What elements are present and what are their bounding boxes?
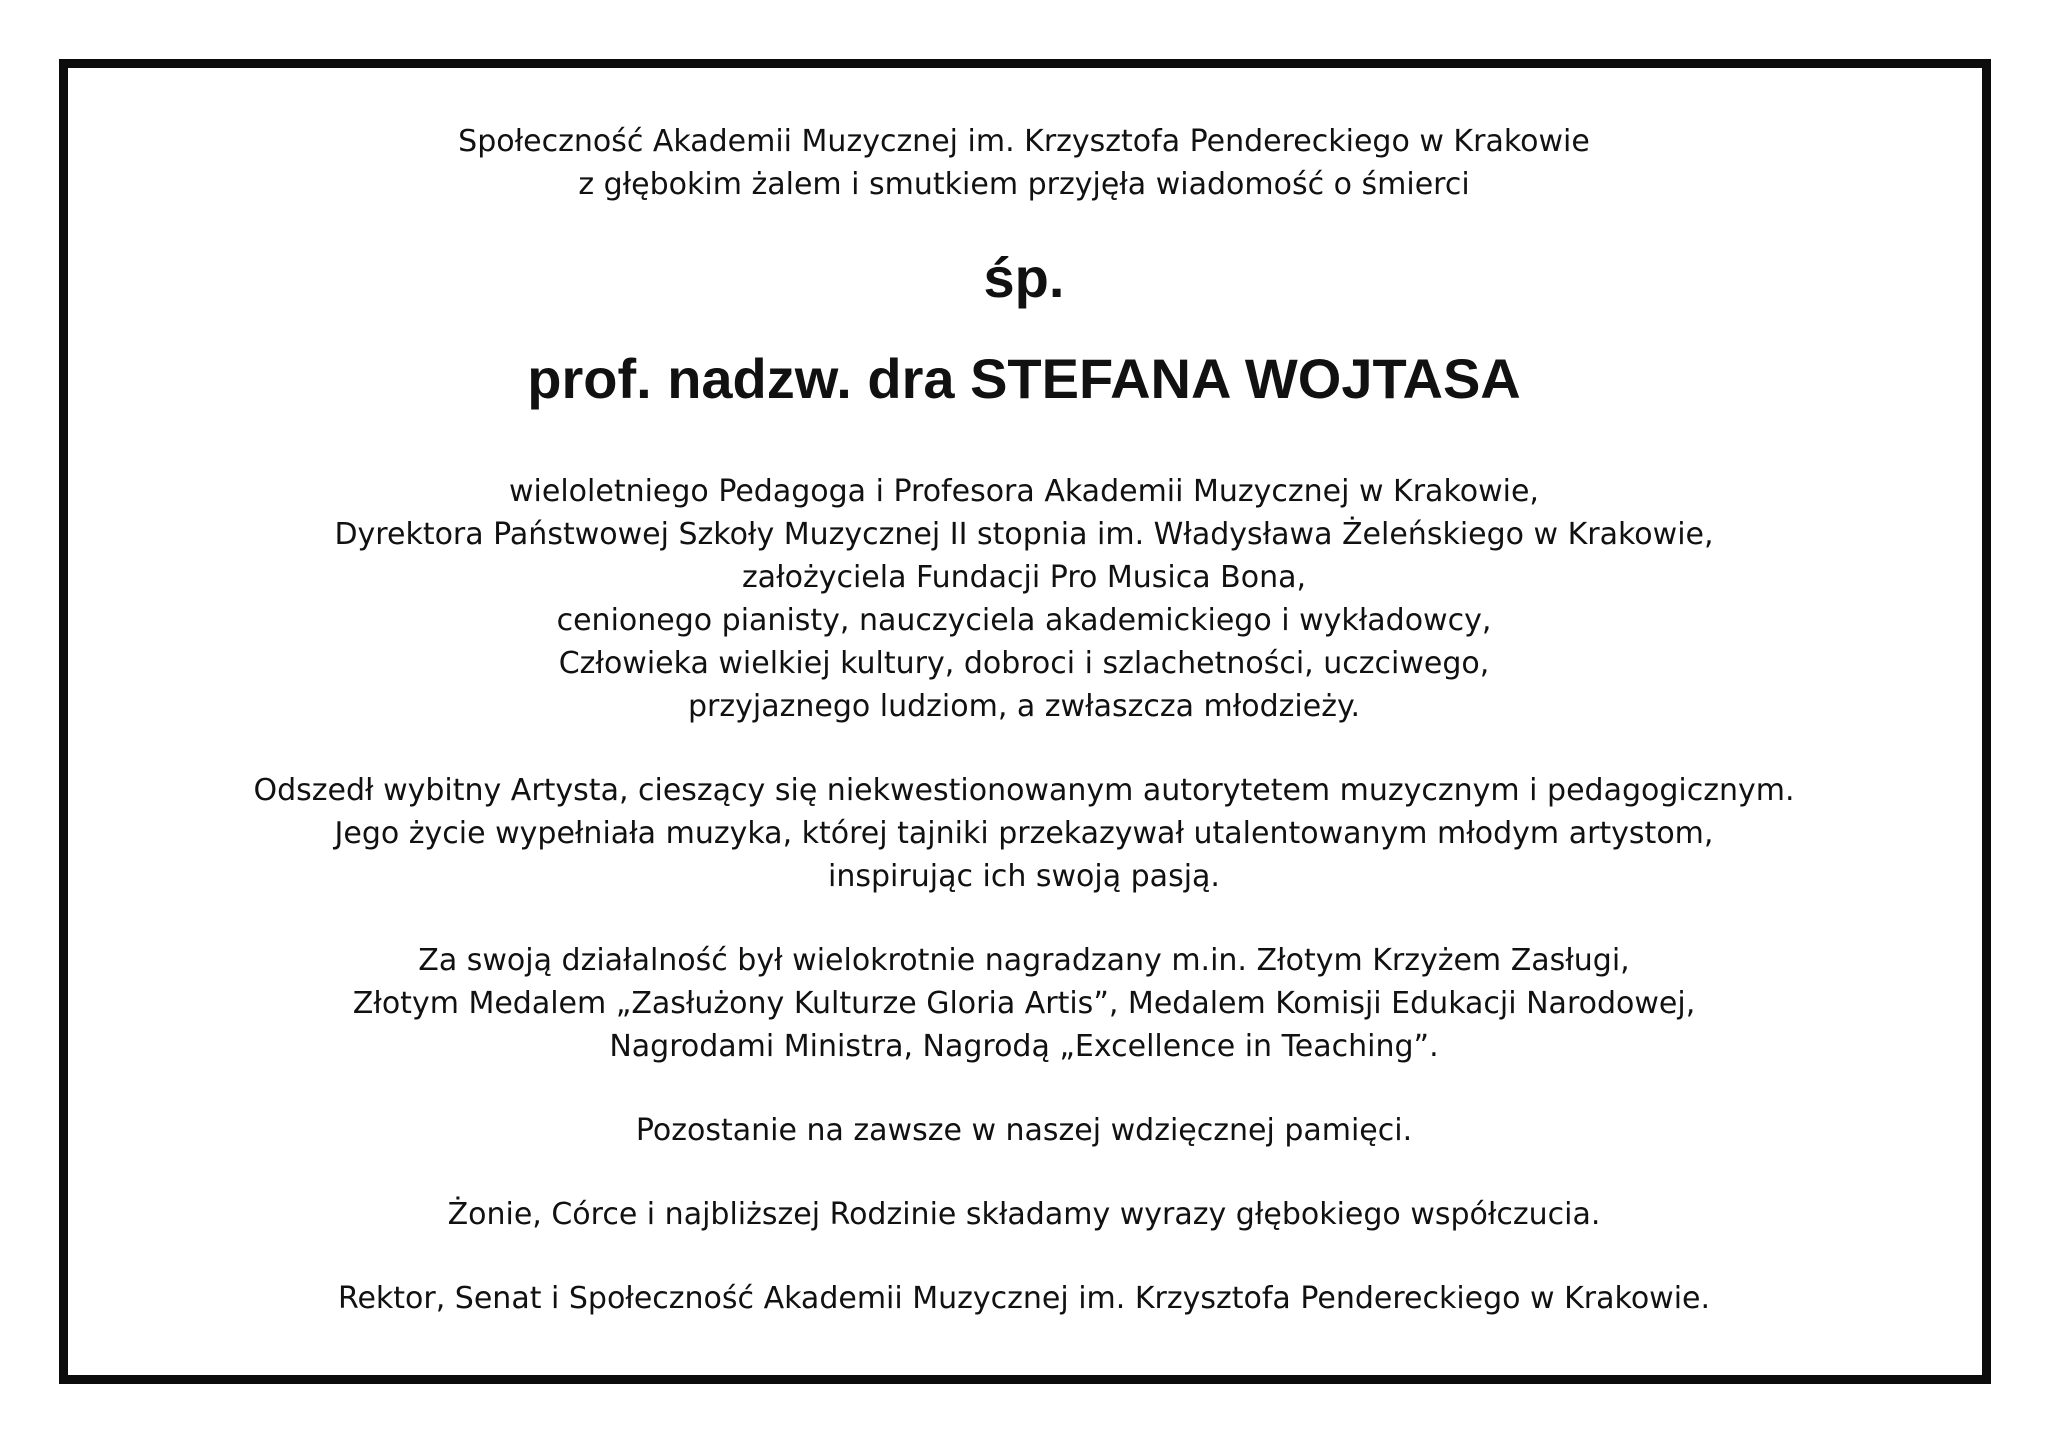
intro-line: Społeczność Akademii Muzycznej im. Krzysztofa Pendereckiego w Krakowie xyxy=(458,124,1590,159)
honorific-title: śp. xyxy=(983,246,1065,309)
deceased-name: prof. nadzw. dra STEFANA WOJTASA xyxy=(527,347,1521,410)
condolence-line: Żonie, Córce i najbliższej Rodzinie składamy wyrazy głębokiego współczucia. xyxy=(447,1197,1601,1232)
description-line: wieloletniego Pedagoga i Profesora Akademii Muzycznej w Krakowie, xyxy=(509,474,1539,509)
intro-paragraph xyxy=(68,120,1980,206)
memory-paragraph xyxy=(68,1109,1980,1152)
memory-line: Pozostanie na zawsze w naszej wdzięcznej pamięci. xyxy=(635,1113,1413,1148)
artist-paragraph xyxy=(68,769,1980,898)
description-line: Człowieka wielkiej kultury, dobroci i szlachetności, uczciwego, xyxy=(558,646,1490,681)
description-line: Dyrektora Państwowej Szkoły Muzycznej II stopnia im. Władysława Żeleńskiego w Krakowie, xyxy=(334,517,1714,552)
awards-line: Za swoją działalność był wielokrotnie nagradzany m.in. Złotym Krzyżem Zasługi, xyxy=(418,943,1630,978)
awards-paragraph xyxy=(68,939,1980,1068)
artist-line: inspirując ich swoją pasją. xyxy=(828,859,1220,894)
description-line: cenionego pianisty, nauczyciela akademickiego i wykładowcy, xyxy=(556,603,1492,638)
intro-line: z głębokim żalem i smutkiem przyjęła wiadomość o śmierci xyxy=(578,167,1470,202)
description-line: przyjaznego ludziom, a zwłaszcza młodzieży. xyxy=(688,689,1360,724)
description-line: założyciela Fundacji Pro Musica Bona, xyxy=(741,560,1307,595)
condolence-paragraph xyxy=(68,1193,1980,1236)
artist-line: Odszedł wybitny Artysta, cieszący się niekwestionowanym autorytetem muzycznym i pedagogicznym. xyxy=(253,773,1795,808)
signature-line: Rektor, Senat i Społeczność Akademii Muzycznej im. Krzysztofa Pendereckiego w Krakowie. xyxy=(337,1281,1711,1316)
description-paragraph xyxy=(68,470,1980,728)
obituary-notice xyxy=(68,120,1980,1320)
artist-line: Jego życie wypełniała muzyka, której tajniki przekazywał utalentowanym młodym artystom, xyxy=(334,816,1714,851)
awards-line: Złotym Medalem „Zasłużony Kulturze Gloria Artis”, Medalem Komisji Edukacji Narodowej, xyxy=(352,986,1696,1021)
signature-paragraph xyxy=(68,1277,1980,1320)
awards-line: Nagrodami Ministra, Nagrodą „Excellence in Teaching”. xyxy=(609,1029,1439,1064)
